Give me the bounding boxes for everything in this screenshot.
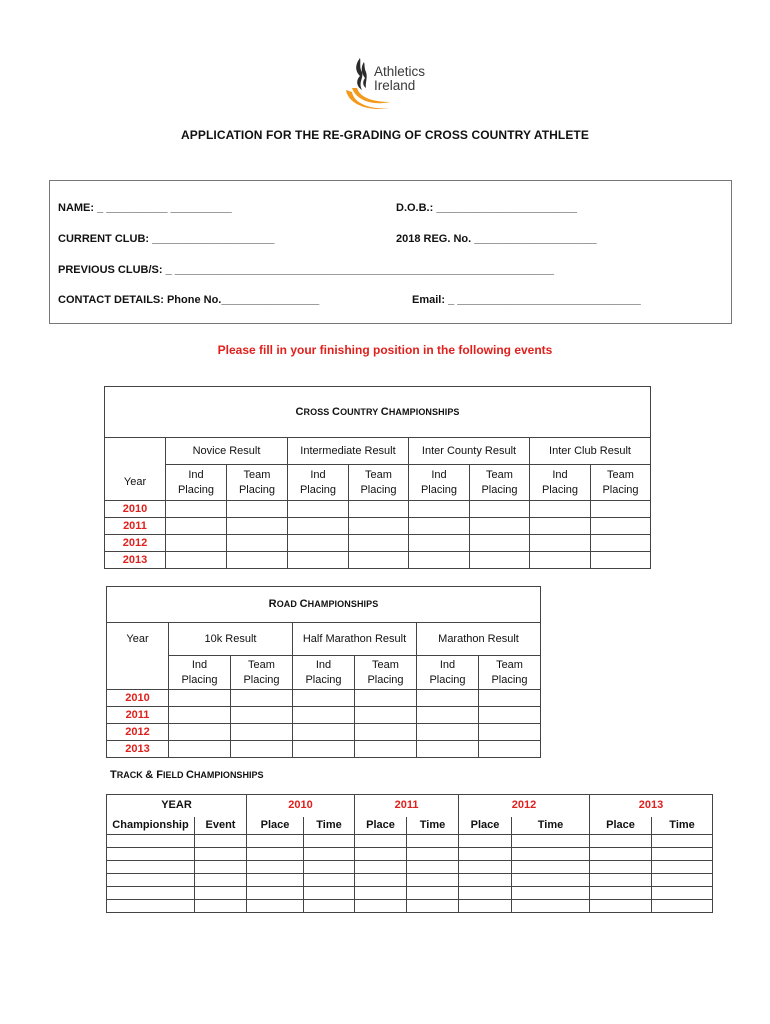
tf-year-2012: 2012 xyxy=(459,795,590,817)
road-marathon-team: Team Placing xyxy=(479,656,541,690)
tf-2013-place: Place xyxy=(590,817,652,835)
tf-event-label: Event xyxy=(195,817,247,835)
road-title: ROAD CHAMPIONSHIPS xyxy=(107,587,541,623)
cross-country-title: CROSS COUNTRY CHAMPIONSHIPS xyxy=(105,387,651,438)
current-club-field[interactable]: CURRENT CLUB: ____________________ xyxy=(58,233,275,245)
reg-no-field[interactable]: 2018 REG. No. ____________________ xyxy=(396,233,597,245)
tf-blank-row xyxy=(107,848,713,861)
cc-year-2010: 2010 xyxy=(105,501,166,518)
tf-year-2013: 2013 xyxy=(590,795,713,817)
cc-group-intermediate: Intermediate Result xyxy=(288,438,409,465)
road-year-2011: 2011 xyxy=(107,707,169,724)
tf-year-2011: 2011 xyxy=(355,795,459,817)
road-year-2013: 2013 xyxy=(107,741,169,758)
logo-wordmark xyxy=(374,65,425,93)
tf-2011-place: Place xyxy=(355,817,407,835)
logo-line-athletics: Athletics xyxy=(374,64,426,79)
cc-year-label: Year xyxy=(105,465,166,501)
cc-club-team: Team Placing xyxy=(591,465,651,501)
road-10k-team: Team Placing xyxy=(231,656,293,690)
tf-year-label: YEAR xyxy=(107,795,247,817)
cross-country-table xyxy=(104,386,651,569)
tf-blank-row xyxy=(107,835,713,848)
tf-blank-row xyxy=(107,887,713,900)
logo-flame-mark-2 xyxy=(362,62,367,88)
page-title: APPLICATION FOR THE RE-GRADING OF CROSS COUNTRY ATHLETE xyxy=(181,128,589,142)
road-10k-ind: Ind Placing xyxy=(169,656,231,690)
road-championships-table xyxy=(106,586,541,758)
tf-2010-place: Place xyxy=(247,817,304,835)
cc-group-novice: Novice Result xyxy=(166,438,288,465)
cc-group-inter-club: Inter Club Result xyxy=(530,438,651,465)
dob-field[interactable]: D.O.B.: _______________________ xyxy=(396,202,578,214)
road-group-10k: 10k Result xyxy=(169,623,293,656)
road-year-cell-empty xyxy=(107,656,169,690)
road-group-marathon: Marathon Result xyxy=(417,623,541,656)
road-year-2012: 2012 xyxy=(107,724,169,741)
tf-championship-label: Championship xyxy=(107,817,195,835)
athlete-details-box xyxy=(49,180,732,324)
road-group-half-marathon: Half Marathon Result xyxy=(293,623,417,656)
cc-year-2012: 2012 xyxy=(105,535,166,552)
tf-blank-row xyxy=(107,874,713,887)
previous-club-field[interactable]: PREVIOUS CLUB/S: _ ______________________________________________________________ xyxy=(58,264,555,276)
cc-year-2011: 2011 xyxy=(105,518,166,535)
road-marathon-ind: Ind Placing xyxy=(417,656,479,690)
tf-2012-place: Place xyxy=(459,817,512,835)
cc-year-2013: 2013 xyxy=(105,552,166,569)
tf-blank-row xyxy=(107,861,713,874)
cc-intermediate-team: Team Placing xyxy=(349,465,409,501)
road-half-ind: Ind Placing xyxy=(293,656,355,690)
tf-2013-time: Time xyxy=(652,817,713,835)
cc-club-ind: Ind Placing xyxy=(530,465,591,501)
tf-blank-row xyxy=(107,900,713,913)
track-field-title: TRACK & FIELD CHAMPIONSHIPS xyxy=(110,769,264,781)
tf-2010-time: Time xyxy=(304,817,355,835)
email-field[interactable]: Email: _ ______________________________ xyxy=(412,294,641,306)
instruction-text: Please fill in your finishing position in the following events xyxy=(217,343,553,357)
cc-year-header-top xyxy=(105,438,166,465)
cc-group-inter-county: Inter County Result xyxy=(409,438,530,465)
cc-novice-ind: Ind Placing xyxy=(166,465,227,501)
logo-flame-mark xyxy=(356,58,362,90)
road-year-2010: 2010 xyxy=(107,690,169,707)
name-field[interactable]: NAME: _ __________ __________ xyxy=(58,202,232,214)
road-year-label: Year xyxy=(107,623,169,656)
tf-year-2010: 2010 xyxy=(247,795,355,817)
cc-county-team: Team Placing xyxy=(470,465,530,501)
tf-2011-time: Time xyxy=(407,817,459,835)
road-half-team: Team Placing xyxy=(355,656,417,690)
logo-line-ireland: Ireland xyxy=(374,78,416,93)
track-field-table xyxy=(106,794,713,913)
phone-field[interactable]: CONTACT DETAILS: Phone No.________________ xyxy=(58,294,320,306)
cc-intermediate-ind: Ind Placing xyxy=(288,465,349,501)
cc-county-ind: Ind Placing xyxy=(409,465,470,501)
tf-2012-time: Time xyxy=(512,817,590,835)
cc-novice-team: Team Placing xyxy=(227,465,288,501)
